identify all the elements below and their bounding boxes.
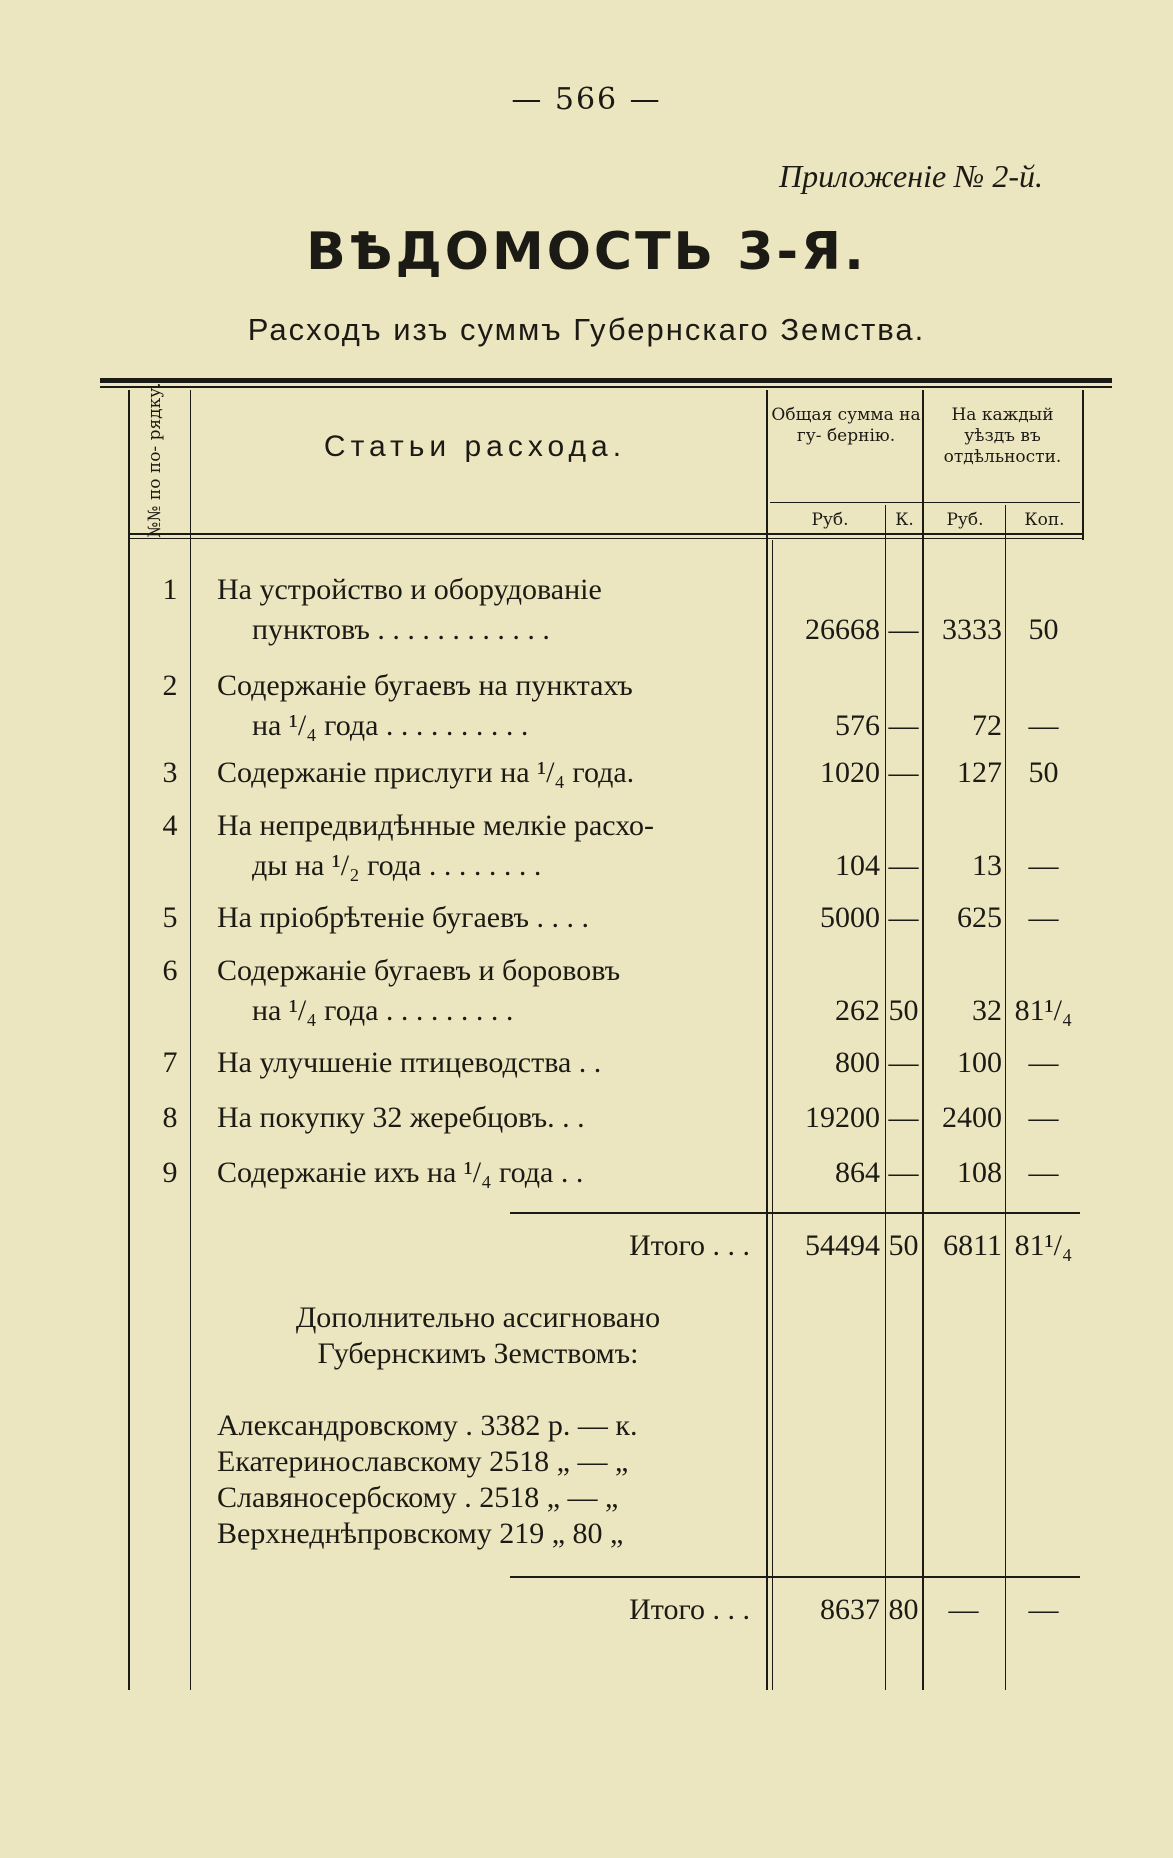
row-total-rub: 576 [835, 709, 880, 742]
total1-kop: 50 [888, 1229, 919, 1262]
total1-rub: 54494 [805, 1229, 880, 1262]
row-uezd-kop: — [1028, 901, 1059, 934]
page-title: ВѢДОМОСТЬ 3-Я. [306, 222, 867, 282]
row-uezd-kop: — [1028, 709, 1059, 742]
row-label: Содержаніе ихъ на ¹/₄ года . . [217, 1156, 584, 1189]
kop-header: Коп. [1024, 510, 1065, 530]
row-label: Содержаніе прислуги на ¹/₄ года. [217, 756, 635, 789]
page-subtitle: Расходъ изъ суммъ Губернскаго Земства. [247, 312, 926, 347]
row-label: На пріобрѣтеніе бугаевъ . . . . [217, 901, 590, 934]
number-column-header: №№ по по- рядку. [145, 382, 165, 538]
row-label: На устройство и оборудованіе [217, 573, 602, 606]
row-uezd-rub: 13 [972, 849, 1002, 882]
row-number: 9 [162, 1156, 178, 1189]
total2-uezd-rub: — [948, 1593, 979, 1626]
row-label-continued: на ¹/₄ года . . . . . . . . . . [252, 709, 529, 742]
appendix-label: Приложеніе № 2-й. [779, 158, 1043, 194]
row-total-rub: 262 [835, 994, 880, 1027]
row-uezd-kop: — [1028, 1156, 1059, 1189]
total1-label: Итого . . . [629, 1229, 750, 1262]
row-total-kop: — [888, 849, 919, 882]
row-uezd-rub: 3333 [942, 613, 1002, 646]
total1-uezd-rub: 6811 [943, 1229, 1002, 1262]
row-total-kop: — [888, 1101, 919, 1134]
row-label-continued: на ¹/₄ года . . . . . . . . . [252, 994, 514, 1027]
additional-heading-2: Губернскимъ Земствомъ: [317, 1337, 639, 1370]
total2-rub: 8637 [820, 1593, 880, 1626]
row-total-kop: 50 [888, 994, 919, 1027]
row-uezd-kop: — [1028, 1101, 1059, 1134]
total2-label: Итого . . . [629, 1593, 750, 1626]
kop-short-header: К. [895, 510, 914, 530]
row-label-continued: пунктовъ . . . . . . . . . . . . [252, 613, 550, 646]
row-total-kop: — [888, 901, 919, 934]
row-uezd-kop: — [1028, 1046, 1059, 1079]
row-uezd-kop: 81¹/₄ [1014, 994, 1073, 1027]
row-number: 7 [162, 1046, 178, 1079]
row-total-rub: 5000 [820, 901, 880, 934]
row-uezd-rub: 100 [957, 1046, 1002, 1079]
row-uezd-rub: 32 [972, 994, 1002, 1027]
row-number: 3 [162, 756, 178, 789]
row-total-rub: 104 [835, 849, 880, 882]
row-number: 5 [162, 901, 178, 934]
row-total-kop: — [888, 709, 919, 742]
additional-line: Верхнеднѣпровскому 219 „ 80 „ [217, 1517, 624, 1550]
row-total-kop: — [888, 613, 919, 646]
row-uezd-kop: 50 [1028, 756, 1059, 789]
row-label: На покупку 32 жеребцовъ. . . [217, 1101, 585, 1134]
additional-line: Екатеринославскому 2518 „ — „ [217, 1445, 629, 1478]
additional-line: Александровскому . 3382 р. — к. [217, 1409, 638, 1442]
items-column-header: Статьи расхода. [323, 430, 627, 463]
row-label: На непредвидѣнные мелкіе расхо- [217, 809, 655, 842]
row-total-rub: 26668 [805, 613, 880, 646]
per-uezd-column-header: На каждый уѣздъ въ отдѣльности. [943, 405, 1062, 467]
rub-header: Руб. [811, 510, 849, 530]
total2-uezd-kop: — [1028, 1593, 1059, 1626]
total2-kop: 80 [888, 1593, 919, 1626]
row-uezd-rub: 108 [957, 1156, 1002, 1189]
row-uezd-rub: 72 [972, 709, 1002, 742]
row-total-kop: — [888, 1156, 919, 1189]
row-number: 2 [162, 669, 178, 702]
row-label: Содержаніе бугаевъ на пунктахъ [217, 669, 633, 702]
row-number: 1 [162, 573, 178, 606]
row-total-rub: 1020 [820, 756, 880, 789]
row-uezd-rub: 127 [957, 756, 1002, 789]
row-uezd-kop: — [1028, 849, 1059, 882]
page-number: — 566 — [511, 82, 662, 117]
row-total-rub: 800 [835, 1046, 880, 1079]
row-number: 8 [162, 1101, 178, 1134]
row-uezd-rub: 625 [957, 901, 1002, 934]
row-number: 4 [162, 809, 178, 842]
additional-heading: Дополнительно ассигновано [295, 1301, 661, 1334]
total-column-header: Общая сумма на гу- бернію. [771, 405, 921, 446]
row-uezd-rub: 2400 [942, 1101, 1002, 1134]
row-uezd-kop: 50 [1028, 613, 1059, 646]
row-number: 6 [162, 954, 178, 987]
total1-uezd-kop: 81¹/₄ [1014, 1229, 1073, 1262]
rub2-header: Руб. [946, 510, 984, 530]
row-total-rub: 19200 [805, 1101, 880, 1134]
row-label-continued: ды на ¹/₂ года . . . . . . . . [252, 849, 542, 882]
row-total-kop: — [888, 756, 919, 789]
row-label: На улучшеніе птицеводства . . [217, 1046, 602, 1079]
row-label: Содержаніе бугаевъ и борововъ [217, 954, 621, 987]
row-total-rub: 864 [835, 1156, 880, 1189]
row-total-kop: — [888, 1046, 919, 1079]
additional-line: Славяносербскому . 2518 „ — „ [217, 1481, 619, 1514]
